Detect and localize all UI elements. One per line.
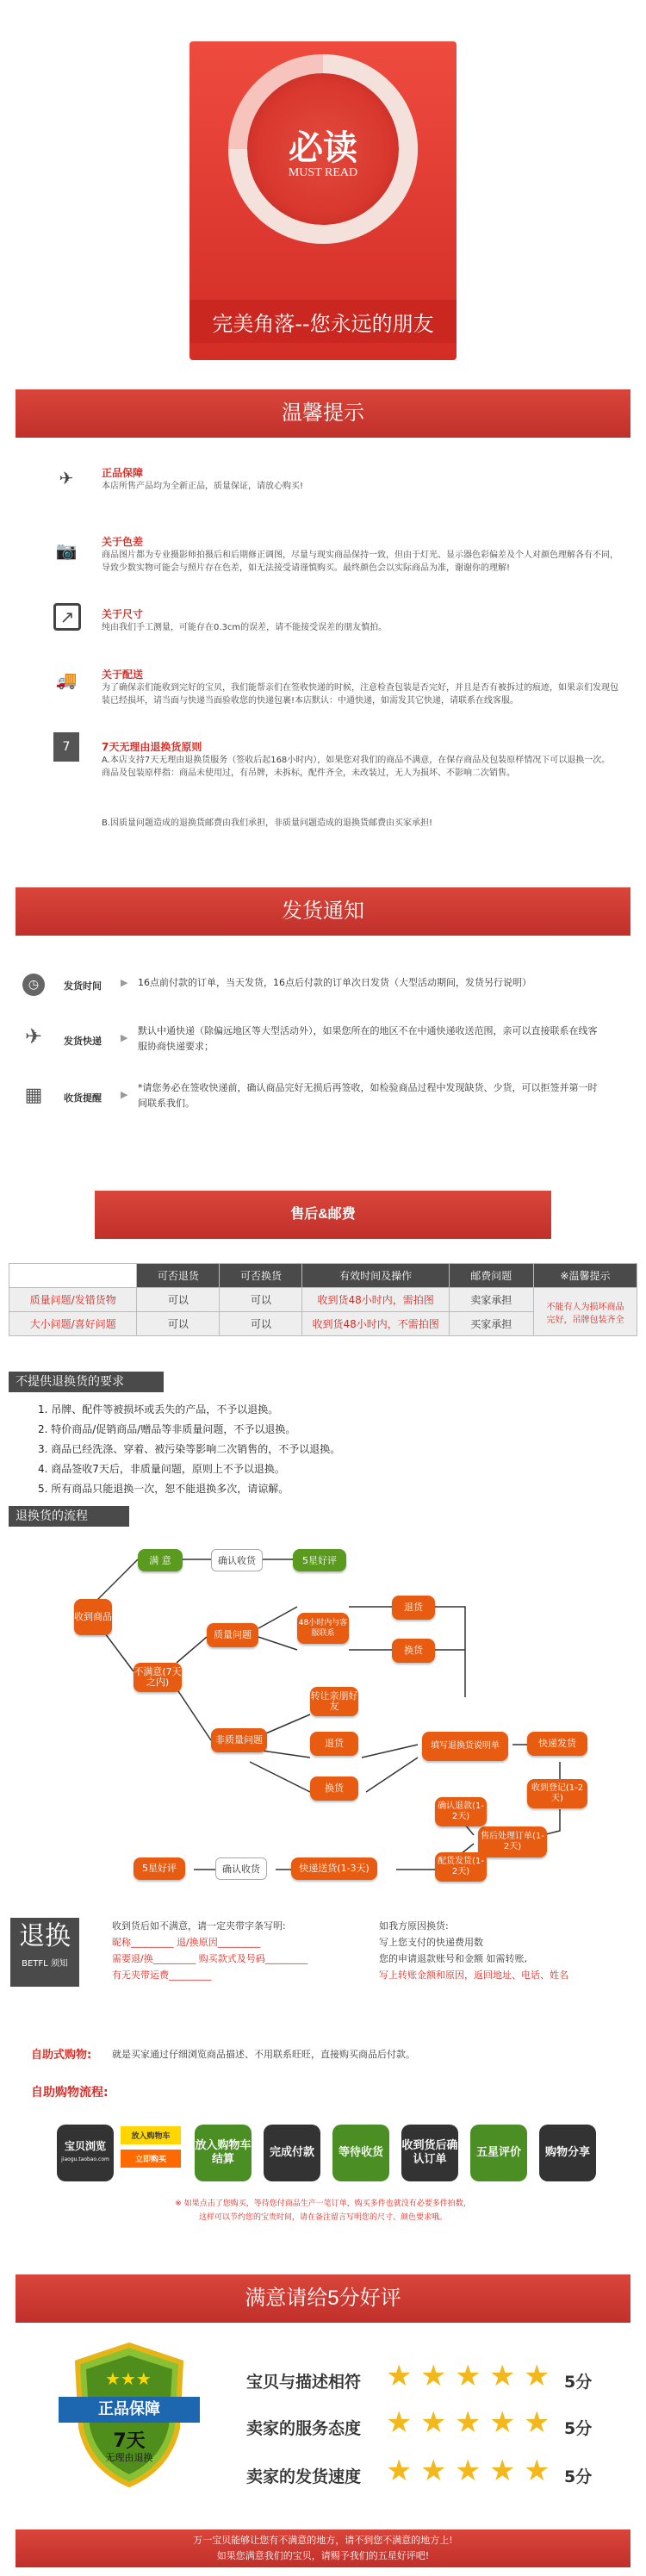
ship-label-1: 发货时间 [64, 980, 102, 992]
notice-left-line: 昵称_________ 退/换原因_________ [112, 1937, 261, 1948]
arrow-icon: ▶ [121, 1089, 128, 1100]
step-wait: 等待收货 [332, 2125, 389, 2181]
table-head-1: 可否退货 [137, 1264, 220, 1288]
ship-text-3: *请您务必在签收快递前，确认商品完好无损后再签收，如检验商品过程中发现缺货、少货，可以拒签并第一时间联系我们。 [138, 1082, 598, 1109]
table-head-0 [9, 1264, 137, 1288]
notice-right-line: 您的申请退款账号和金额 如需转账, [379, 1953, 527, 1964]
star-icon: ★ [420, 2454, 447, 2488]
after-table [9, 1263, 637, 1336]
step-rate: 五星评价 [470, 2125, 527, 2181]
truck-icon: 🚚 [55, 669, 78, 690]
list-item: 3. 商品已经洗涤、穿着、被污染等影响二次销售的，不予以退换。 [38, 1443, 341, 1455]
rate-footer [16, 2529, 630, 2567]
table-cell: 买家承担 [449, 1312, 533, 1336]
flow-satisfied: 满 意 [138, 1549, 183, 1571]
step-pay: 完成付款 [264, 2125, 320, 2181]
warm-body-5: A.本店支持7天无理由退换货服务（签收后起168小时内），如果您对我们的商品不满意，在保存商品及包装原样情况下可以退换一次。商品及包装原样指：商品未使用过，有吊牌，未拆标，配件齐全，未改装过，无人为损坏、不影响二次销售。 [102, 756, 611, 778]
step-browse [57, 2125, 114, 2181]
ship-label-2: 发货快递 [64, 1036, 102, 1047]
hero-title: 必读 [289, 128, 357, 168]
mini-buy-button: 立即购买 [121, 2150, 181, 2168]
star-icon: ★ [524, 2359, 550, 2393]
warm-title-1: 正品保障 [102, 467, 144, 479]
star-icon: ★ [386, 2359, 413, 2393]
warm-title-4: 关于配送 [102, 669, 144, 681]
notice-badge-title: 退换 [19, 1921, 71, 1951]
flow-contact48: 48小时内与客服联系 [297, 1613, 349, 1644]
star-icon: ★ [524, 2454, 550, 2488]
flow-resend: 配货发货(1-2天) [435, 1852, 487, 1882]
step-cart: 放入购物车结算 [195, 2125, 252, 2181]
auto-title: 自助式购物: [31, 2049, 92, 2062]
arrow-icon: ▶ [121, 1032, 128, 1043]
flow-received: 收到商品 [74, 1599, 112, 1635]
notice-left-line: 需要退/换_________ 购买款式及号码_________ [112, 1953, 308, 1964]
table-cell: 可以 [137, 1312, 220, 1336]
flow-ret2: 退货 [310, 1732, 358, 1756]
flow-process: 售后处理订单(1-2天) [478, 1826, 547, 1857]
guarantee-badge [69, 2342, 189, 2488]
noreturn-list [38, 1400, 340, 1499]
notice-left-line: 收到货后如不满意，请一定夹带字条写明: [112, 1920, 286, 1932]
flow-fillform: 填写退换货说明单 [422, 1732, 508, 1761]
warm-body-3: 纯由我们手工测量，可能存在0.3cm的误差，请不能接受误差的朋友慎拍。 [102, 623, 388, 632]
table-head-2: 可否换货 [220, 1264, 302, 1288]
hero-subtitle: MUST READ [288, 166, 358, 179]
auto-note-line: 这样可以节约您的宝贵时间，请在备注留言写明您的尺寸、颜色要求哦。 [198, 2213, 447, 2222]
hero-tagline-bar [189, 300, 457, 343]
camera-icon: 📷 [55, 540, 78, 561]
flow-confirm2: 确认收货 [215, 1857, 267, 1880]
rate-label-2: 卖家的服务态度 [246, 2419, 362, 2438]
flow-express: 快递发货 [527, 1732, 587, 1756]
flow-ex2: 换货 [310, 1776, 358, 1801]
badge-days: 7天 [113, 2430, 146, 2452]
warm-body-5b: B.因质量问题造成的退换货邮费由我们承担，非质量问题造成的退换货邮费由买家承担! [102, 818, 433, 828]
flow-confirm1: 确认收货 [211, 1549, 263, 1571]
warm-title-2: 关于色差 [102, 536, 144, 548]
hero-banner [189, 41, 457, 360]
rate-score-2: 5分 [564, 2419, 593, 2438]
notice-left [112, 1918, 307, 1983]
rate-footer-line: 万一宝贝能够让您有不满意的地方，请不到您不满意的地方上! [193, 2535, 453, 2546]
hero-tagline: 完美角落--您永远的朋友 [212, 311, 434, 336]
star-icon: ★ [420, 2359, 447, 2393]
star-icon: ★ [524, 2405, 550, 2440]
seven-days-icon: 7 [53, 732, 79, 762]
notice-right-line: 写上您支付的快递费用数 [379, 1937, 483, 1948]
ship-text-1: 16点前付款的订单，当天发货，16点后付款的订单次日发货（大型活动期间，发货另行说明） [138, 977, 531, 988]
star-icon: ★ [489, 2359, 516, 2393]
rate-score-3: 5分 [564, 2467, 593, 2486]
star-icon: ★ [386, 2405, 413, 2440]
star-icon: ★ [455, 2454, 481, 2488]
star-icon: ★ [489, 2405, 516, 2440]
list-item: 1. 吊牌、配件等被损坏或丢失的产品，不予以退换。 [38, 1403, 279, 1416]
badge-ribbon: 正品保障 [59, 2397, 200, 2423]
flow-ret1: 退货 [392, 1596, 435, 1620]
warm-title-5: 7天无理由退换货原则 [102, 741, 202, 753]
warm-title-3: 关于尺寸 [102, 608, 144, 620]
hero-ring [228, 54, 418, 244]
genuine-icon: ✈ [59, 468, 74, 488]
step-confirm: 收到货后确认订单 [401, 2125, 458, 2181]
mini-buttons [121, 2126, 181, 2168]
step-share: 购物分享 [539, 2125, 596, 2181]
clock-icon: ◷ [22, 974, 45, 996]
notice-badge-en-text: BETFL [22, 1959, 48, 1969]
rate-header: 满意请给5分好评 [16, 2274, 630, 2323]
plane-icon: ✈ [24, 1024, 43, 1048]
rate-label-3: 卖家的发货速度 [246, 2467, 362, 2486]
svg-text:★★★: ★★★ [105, 2368, 152, 2389]
notice-right-line: 写上转账金额和原因，返回地址、电话、姓名 [379, 1969, 568, 1981]
ship-header: 发货通知 [16, 887, 630, 936]
ship-text-2: 默认中通快递（除偏远地区等大型活动外），如果您所在的地区不在中通快递收送范围，亲可以直接联系在线客服协商快递要求； [138, 1025, 598, 1052]
flow-quality: 质量问题 [207, 1623, 258, 1647]
notice-badge-en [10, 1956, 79, 1969]
star-icon: ★ [420, 2405, 447, 2440]
star-icon: ★ [386, 2454, 413, 2488]
auto-note [0, 2197, 646, 2224]
warm-body-2: 商品图片都为专业摄影师拍摄后和后期修正调图，尽量与现实商品保持一致，但由于灯光、显示器色彩偏差及个人对颜色理解各有不同，导致少数实物可能会与照片存在色差，如无法接受请谨慎购买。最终颜色会以实际商品为准，谢谢你的理解! [102, 551, 618, 573]
table-cell: 收到货48小时内，需拍图 [302, 1288, 449, 1312]
auto-text: 就是买家通过仔细浏览商品描述、不用联系旺旺，直接购买商品后付款。 [112, 2049, 415, 2060]
ship-label-3: 收货提醒 [64, 1092, 102, 1104]
flow-good2: 5星好评 [134, 1857, 185, 1880]
table-cell: 可以 [220, 1288, 302, 1312]
list-item: 2. 特价商品/促销商品/赠品等非质量问题，不予以退换。 [38, 1423, 296, 1435]
step-label: 宝贝浏览 [64, 2140, 106, 2152]
rate-footer-line: 如果您满意我们的宝贝，请赐予我们的五星好评吧! [216, 2550, 430, 2561]
table-tip: 不能有人为损坏商品完好，吊牌包装齐全 [533, 1288, 637, 1336]
notice-left-line: 有无夹带运费_________ [112, 1969, 212, 1981]
table-cell: 卖家承担 [449, 1288, 533, 1312]
list-item: 4. 商品签收7天后，非质量问题，原则上不予以退换。 [38, 1463, 285, 1475]
table-head-4: 邮费问题 [449, 1264, 533, 1288]
mini-cart-button: 放入购物车 [121, 2126, 181, 2144]
auto-flow-title: 自助购物流程: [31, 2086, 109, 2100]
table-row [9, 1288, 637, 1312]
after-header: 售后&邮费 [95, 1191, 551, 1239]
flow-sign: 收到登记(1-2天) [527, 1779, 587, 1808]
flow-header: 退换货的流程 [9, 1506, 129, 1527]
badge-days-text: 无理由退换 [105, 2452, 153, 2463]
warm-body-4: 为了确保亲们能收到完好的宝贝，我们能帮亲们在签收快递的时候，注意检查包装是否完好，并且是否有被拆过的痕迹，如果亲们发现包装已经损坏，请当面与快递当面验收您的快递包裹!本店默认：中通快递，如需发其它快递，请联系在线客服。 [102, 683, 618, 706]
table-head-3: 有效时间及操作 [302, 1264, 449, 1288]
table-head-5: ※温馨提示 [533, 1264, 637, 1288]
rate-label-1: 宝贝与描述相符 [246, 2373, 362, 2392]
ruler-icon: ↗ [53, 603, 81, 631]
star-icon: ★ [455, 2405, 481, 2440]
notice-right [379, 1918, 568, 1983]
flow-transfer: 转让亲朋好友 [310, 1687, 358, 1716]
notice-badge [10, 1918, 79, 1987]
table-cell: 可以 [137, 1288, 220, 1312]
flow-unsatisfied: 不满意(7天之内) [134, 1663, 182, 1692]
star-icon: ★ [489, 2454, 516, 2488]
rate-score-1: 5分 [564, 2373, 593, 2392]
flow-ex1: 换货 [392, 1639, 435, 1663]
table-cell: 大小问题/喜好问题 [9, 1312, 137, 1336]
list-item: 5. 所有商品只能退换一次，恕不能退换多次，请谅解。 [38, 1483, 289, 1495]
grid-icon: ▦ [24, 1084, 43, 1106]
warm-header: 温馨提示 [16, 389, 630, 438]
flow-track: 快递送货(1-3天) [291, 1857, 377, 1880]
step-url: jiaogu.taobao.com [61, 2156, 109, 2162]
flow-nonquality: 非质量问题 [211, 1728, 267, 1752]
warm-body-1: 本店所售产品均为全新正品，质量保证，请放心购买! [102, 482, 304, 491]
arrow-icon: ▶ [121, 977, 128, 988]
notice-right-line: 如我方原因换货: [379, 1920, 449, 1932]
notice-badge-sub: 须知 [50, 1959, 68, 1969]
table-header-row [9, 1264, 637, 1288]
noreturn-header: 不提供退换货的要求 [9, 1372, 164, 1392]
table-cell: 可以 [220, 1312, 302, 1336]
auto-note-line: ※ 如果点击了您购买，等待您付商品生产一笔订单，购买多件也就没有必要多件拍数， [175, 2200, 471, 2208]
table-cell: 收到货48小时内，不需拍图 [302, 1312, 449, 1336]
flow-good1: 5星好评 [293, 1549, 346, 1571]
star-icon: ★ [455, 2359, 481, 2393]
flow-refund: 确认退款(1-2天) [435, 1797, 487, 1826]
table-cell: 质量问题/发错货物 [9, 1288, 137, 1312]
